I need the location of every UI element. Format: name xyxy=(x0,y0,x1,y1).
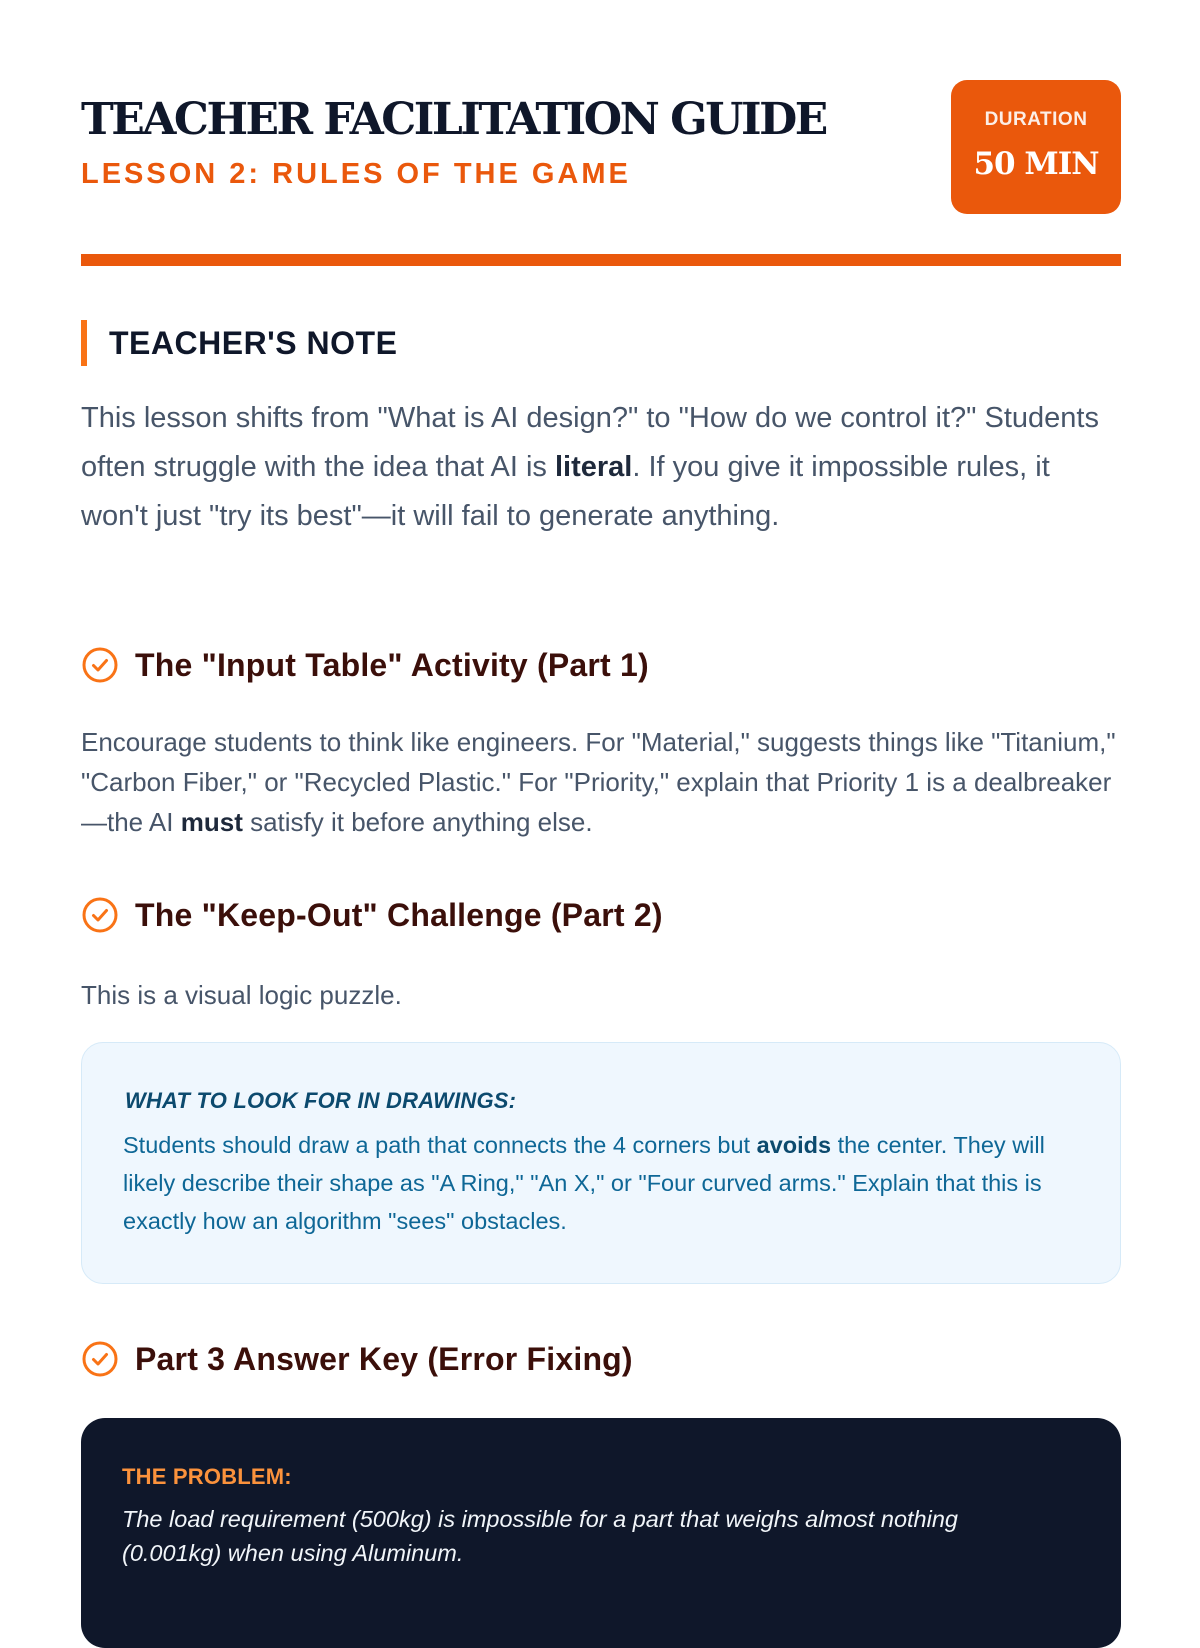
callout-title: WHAT TO LOOK FOR IN DRAWINGS: xyxy=(125,1088,517,1113)
note-text-part: This lesson shifts from "What is AI design?" to "How do we control it?" Students often struggle with the idea that AI is xyxy=(81,402,1099,483)
answer-key-panel xyxy=(81,1418,1121,1648)
duration-badge xyxy=(951,80,1121,214)
note-text-part: . If you give it impossible rules, it won't just "try its best"—it will fail to generate anything. xyxy=(81,451,1050,532)
callout-emphasis: avoids xyxy=(756,1132,832,1158)
note-emphasis: literal xyxy=(554,451,633,483)
section-2-heading xyxy=(81,895,663,935)
lesson-subtitle: LESSON 2: RULES OF THE GAME xyxy=(81,158,631,190)
header-divider xyxy=(81,254,1121,266)
drawings-callout xyxy=(81,1042,1121,1284)
check-circle-icon xyxy=(81,646,119,684)
section-3-title: Part 3 Answer Key (Error Fixing) xyxy=(135,1340,633,1377)
page-title: TEACHER FACILITATION GUIDE xyxy=(81,94,826,145)
callout-text-part: Students should draw a path that connects the 4 corners but xyxy=(123,1132,757,1158)
section-2-title: The "Keep-Out" Challenge (Part 2) xyxy=(135,896,663,933)
duration-value: 50 MIN xyxy=(973,146,1099,182)
section-2-text: This is a visual logic puzzle. xyxy=(81,980,402,1010)
section-1-title: The "Input Table" Activity (Part 1) xyxy=(135,646,649,683)
check-circle-icon xyxy=(81,1340,119,1378)
section-1-heading xyxy=(81,645,649,685)
section-3-heading xyxy=(81,1339,633,1379)
section-1-text-part: satisfy it before anything else. xyxy=(242,807,593,837)
section-1-text xyxy=(81,722,1121,842)
page-header xyxy=(81,80,1121,214)
section-1-emphasis: must xyxy=(180,807,243,837)
problem-title: THE PROBLEM: xyxy=(122,1464,292,1489)
section-1-text-part: Encourage students to think like engineers. For "Material," suggests things like "Titanium," "Carbon Fiber," or "Recycled Plastic." For "Priority," explain that Priority 1 is a dealbreaker—the AI xyxy=(81,727,1116,837)
duration-label: DURATION xyxy=(984,109,1088,130)
callout-text-part: the center. They will likely describe their shape as "A Ring," "An X," or "Four curved arms." Explain that this is exactly how an algorithm "sees" obstacles. xyxy=(123,1132,1045,1234)
teachers-note-heading: TEACHER'S NOTE xyxy=(81,320,397,366)
problem-text: The load requirement (500kg) is impossible for a part that weighs almost nothing (0.001kg) when using Aluminum. xyxy=(122,1506,958,1566)
teachers-note-text xyxy=(81,394,1121,541)
check-circle-icon xyxy=(81,896,119,934)
callout-text xyxy=(123,1126,1083,1240)
